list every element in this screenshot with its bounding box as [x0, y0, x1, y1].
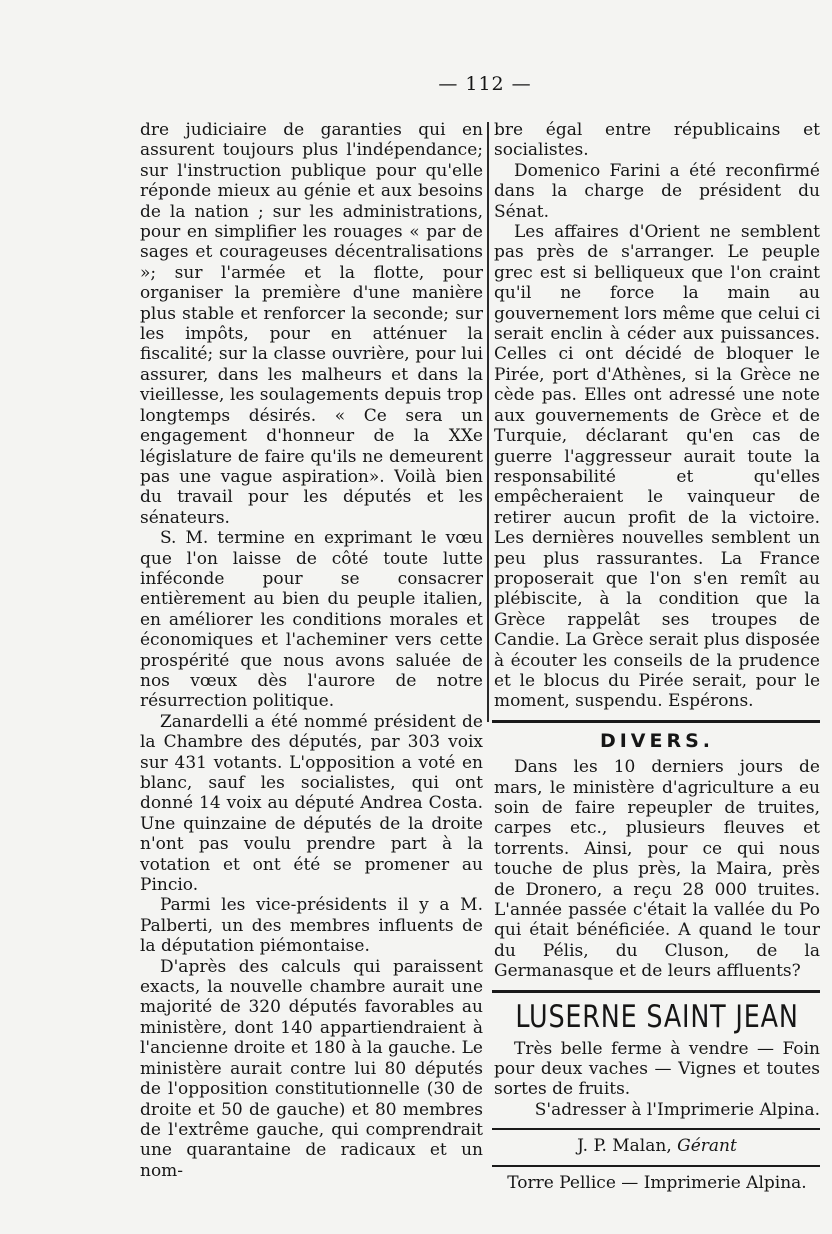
paragraph-zanardelli: Zanardelli a été nommé président de la Chambre des députés, par 303 voix sur 431 votants. L'opposition a voté en blanc, sauf les socialistes, qui ont donné 14 voix au député Andrea Costa. Une quinzaine de députés de la droite n'ont pas voulu prendre part à la votation et ont été se promener au Pincio.	[140, 711, 483, 896]
advert-text: Très belle ferme à vendre — Foin pour deux vaches — Vignes et toutes sortes de fruits.	[494, 1038, 820, 1100]
gerant-name: J. P. Malan,	[577, 1136, 672, 1157]
page-number: — 112 —	[438, 73, 532, 95]
paragraph-king-speech-end: S. M. termine en exprimant le vœu que l'on laisse de côté toute lutte inféconde pour se consacrer entièrement au bien du peuple italien, en améliorer les conditions morales et économiques et l'acheminer vers cette prospérité que nous avons saluée de nos vœux dès l'aurore de notre résurrection politique.	[140, 528, 483, 712]
paragraph-continued-reforms: dre judiciaire de garanties qui en assurent toujours plus l'indépendance; sur l'instruction publique pour qu'elle réponde mieux au génie et aux besoins de la nation ; sur les administrations, pour en simplifier les rouages « par de sages et courageuses décentralisations »; sur l'armée et la flotte, pour organiser la première d'une manière plus stable et renforcer la seconde; sur les impôts, pour en atténuer la fiscalité; sur la classe ouvrière, pour lui assurer, dans les malheurs et dans la vieillesse, les soulagements depuis trop longtemps désirés. « Ce sera un engagement d'honneur de la XXe législature de faire qu'ils ne demeurent pas une vague aspiration». Voilà bien du travail pour les députés et les sénateurs.	[140, 120, 483, 528]
imprint-line: Torre Pellice — Imprimerie Alpina.	[507, 1172, 807, 1193]
paragraph-majority-calculation: D'après des calculs qui paraissent exacts, la nouvelle chambre aurait une majorité de 320 députés favorables au ministère, dont 140 appartiendraient à l'ancienne droite et 180 à la gauche. Le ministère aurait contre lui 80 députés de l'opposition constitutionnelle (30 de droite et 50 de gauche) et 80 membres de l'extrême gauche, qui comprendrait une quarantaine de radicaux et un nom-	[140, 956, 483, 1181]
imprint-rule	[492, 1165, 820, 1167]
advert-rule	[492, 990, 820, 993]
paragraph-orient-affairs: Les affaires d'Orient ne semblent pas près de s'arranger. Le peuple grec est si belliqueux que l'on craint qu'il ne force la main au gouvernement lors même que celui ci serait enclin à céder aux puissances. Celles ci ont décidé de bloquer le Pirée, port d'Athènes, si la Grèce ne cède pas. Elles ont adressé une note aux gouvernements de Grèce et de Turquie, déclarant qu'en cas de guerre l'aggresseur aurait toute la responsabilité et qu'elles empêcheraient le vainqueur de retirer aucun profit de la victoire. Les dernières nouvelles semblent un peu plus rassurantes. La France proposerait que l'on s'en remît au plébiscite, à la condition que la Grèce rappelât ses troupes de Candie. La Grèce serait plus disposée à écouter les conseils de la prudence et le blocus du Pirée serait, pour le moment, suspendu. Espérons.	[494, 222, 820, 712]
paragraph-vice-presidents: Parmi les vice-présidents il y a M. Palberti, un des membres influents de la députation piémontaise.	[140, 895, 483, 957]
right-column	[494, 120, 820, 1193]
paragraph-farini: Domenico Farini a été reconfirmé dans la charge de président du Sénat.	[494, 160, 820, 222]
paragraph-continued-socialists: bre égal entre républicains et socialistes.	[494, 120, 820, 161]
gerant-role: Gérant	[677, 1136, 737, 1157]
column-divider	[487, 122, 489, 722]
left-column	[140, 120, 483, 1181]
paragraph-divers-trout: Dans les 10 derniers jours de mars, le ministère d'agriculture a eu soin de faire repeupler de truites, carpes etc., plusieurs fleuves et torrents. Ainsi, pour ce qui nous touche de plus près, la Maira, près de Dronero, a reçu 28 000 truites. L'année passée c'était la vallée du Po qui était bénéficiée. A quand le tour du Pélis, du Cluson, de la Germanasque et de leurs affluents?	[494, 757, 820, 982]
section-rule	[492, 720, 820, 723]
advert-contact: S'adresser à l'Imprimerie Alpina.	[534, 1099, 820, 1120]
advert-heading: LUSERNE SAINT JEAN	[515, 998, 799, 1035]
gerant-line	[494, 1136, 820, 1156]
divers-heading: DIVERS.	[599, 729, 715, 752]
footer-rule	[492, 1128, 820, 1130]
